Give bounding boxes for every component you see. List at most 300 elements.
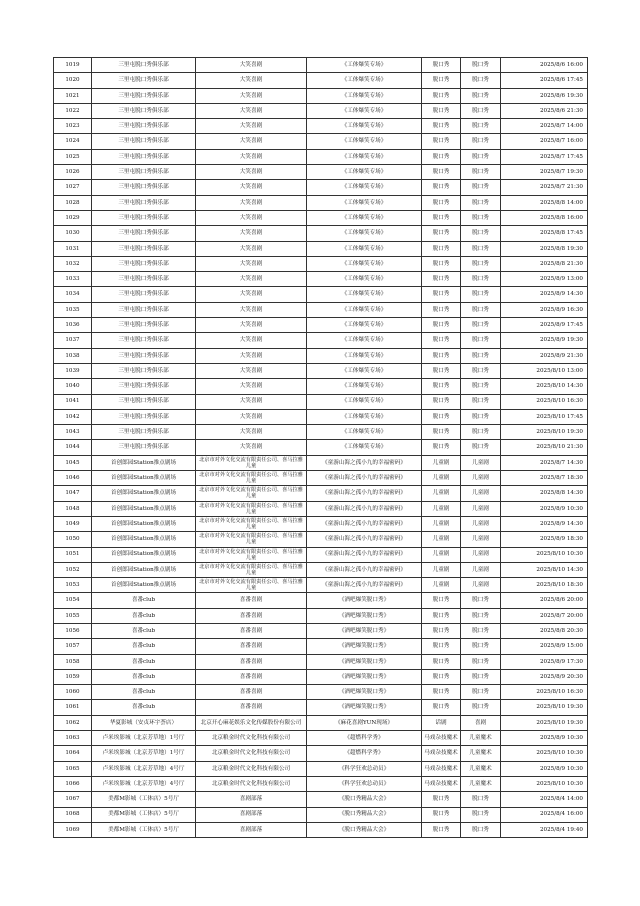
subcategory-cell: 脱口秀: [461, 409, 501, 424]
organizer-cell: 大笑喜剧: [196, 180, 307, 195]
program-cell: 《脱口秀精品大会》: [307, 792, 422, 807]
program-cell: 《麻花喜剧YUN现场》: [307, 715, 422, 730]
program-cell: 《工体爆笑专场》: [307, 287, 422, 302]
subcategory-cell: 脱口秀: [461, 256, 501, 271]
row-number: 1053: [54, 578, 92, 593]
venue-cell: 卢米埃影城（北京芳草地）1号厅: [92, 731, 196, 746]
table-row: [54, 776, 588, 791]
row-number: 1062: [54, 715, 92, 730]
subcategory-cell: 儿童剧: [461, 562, 501, 577]
category-cell: 儿童剧: [422, 578, 461, 593]
program-cell: 《酒吧爆笑脱口秀》: [307, 639, 422, 654]
show-time-cell: 2025/8/9 14:30: [501, 287, 588, 302]
program-cell: 《工体爆笑专场》: [307, 103, 422, 118]
row-number: 1036: [54, 318, 92, 333]
category-cell: 马戏杂技魔术: [422, 731, 461, 746]
row-number: 1026: [54, 165, 92, 180]
subcategory-cell: 脱口秀: [461, 210, 501, 225]
subcategory-cell: 脱口秀: [461, 425, 501, 440]
category-cell: 脱口秀: [422, 256, 461, 271]
program-cell: 《童游山海之孤小九的幸福密码》: [307, 455, 422, 470]
table-row: [54, 363, 588, 378]
program-cell: 《工体爆笑专场》: [307, 119, 422, 134]
table-row: [54, 807, 588, 822]
program-cell: 《工体爆笑专场》: [307, 134, 422, 149]
table-row: [54, 608, 588, 623]
organizer-cell: 大笑喜剧: [196, 134, 307, 149]
show-time-cell: 2025/8/10 21:30: [501, 440, 588, 455]
show-time-cell: 2025/8/7 14:00: [501, 119, 588, 134]
subcategory-cell: 脱口秀: [461, 149, 501, 164]
table-body: [54, 58, 588, 838]
row-number: 1061: [54, 700, 92, 715]
show-time-cell: 2025/8/9 21:30: [501, 348, 588, 363]
subcategory-cell: 儿童剧: [461, 516, 501, 531]
row-number: 1063: [54, 731, 92, 746]
organizer-cell: 大笑喜剧: [196, 195, 307, 210]
category-cell: 儿童剧: [422, 455, 461, 470]
table-row: [54, 516, 588, 531]
program-cell: 《工体爆笑专场》: [307, 256, 422, 271]
subcategory-cell: 儿童剧: [461, 486, 501, 501]
organizer-cell: 喜剧部落: [196, 822, 307, 837]
category-cell: 脱口秀: [422, 226, 461, 241]
show-time-cell: 2025/8/9 15:00: [501, 639, 588, 654]
program-cell: 《酒吧爆笑脱口秀》: [307, 593, 422, 608]
table-row: [54, 88, 588, 103]
category-cell: 脱口秀: [422, 58, 461, 73]
row-number: 1042: [54, 409, 92, 424]
subcategory-cell: 儿童魔术: [461, 776, 501, 791]
row-number: 1031: [54, 241, 92, 256]
row-number: 1032: [54, 256, 92, 271]
show-time-cell: 2025/8/8 21:30: [501, 256, 588, 271]
row-number: 1058: [54, 654, 92, 669]
program-cell: 《工体爆笑专场》: [307, 302, 422, 317]
row-number: 1030: [54, 226, 92, 241]
show-time-cell: 2025/8/10 18:30: [501, 578, 588, 593]
program-cell: 《科学狂欢总动员》: [307, 776, 422, 791]
row-number: 1069: [54, 822, 92, 837]
show-time-cell: 2025/8/10 16:30: [501, 685, 588, 700]
program-cell: 《工体爆笑专场》: [307, 226, 422, 241]
table-row: [54, 761, 588, 776]
venue-cell: 三里屯脱口秀俱乐部: [92, 210, 196, 225]
row-number: 1039: [54, 363, 92, 378]
subcategory-cell: 儿童剧: [461, 455, 501, 470]
category-cell: 儿童剧: [422, 486, 461, 501]
organizer-cell: 喜番喜剧: [196, 608, 307, 623]
show-time-cell: 2025/8/10 14:30: [501, 379, 588, 394]
program-cell: 《童游山海之孤小九的幸福密码》: [307, 516, 422, 531]
venue-cell: 三里屯脱口秀俱乐部: [92, 425, 196, 440]
category-cell: 脱口秀: [422, 302, 461, 317]
category-cell: 儿童剧: [422, 547, 461, 562]
venue-cell: 三里屯脱口秀俱乐部: [92, 409, 196, 424]
subcategory-cell: 脱口秀: [461, 272, 501, 287]
show-time-cell: 2025/8/9 14:30: [501, 516, 588, 531]
subcategory-cell: 脱口秀: [461, 669, 501, 684]
category-cell: 儿童剧: [422, 562, 461, 577]
organizer-cell: 喜番喜剧: [196, 700, 307, 715]
show-time-cell: 2025/8/10 10:30: [501, 547, 588, 562]
category-cell: 脱口秀: [422, 623, 461, 638]
venue-cell: 三里屯脱口秀俱乐部: [92, 241, 196, 256]
program-cell: 《酒吧爆笑脱口秀》: [307, 685, 422, 700]
subcategory-cell: 脱口秀: [461, 440, 501, 455]
row-number: 1056: [54, 623, 92, 638]
venue-cell: 首创郎园Station推点剧场: [92, 578, 196, 593]
show-time-cell: 2025/8/9 19:30: [501, 333, 588, 348]
show-time-cell: 2025/8/6 17:45: [501, 73, 588, 88]
show-time-cell: 2025/8/9 18:30: [501, 532, 588, 547]
subcategory-cell: 脱口秀: [461, 394, 501, 409]
category-cell: 脱口秀: [422, 272, 461, 287]
organizer-cell: 大笑喜剧: [196, 409, 307, 424]
program-cell: 《童游山海之孤小九的幸福密码》: [307, 562, 422, 577]
table-row: [54, 241, 588, 256]
venue-cell: 三里屯脱口秀俱乐部: [92, 272, 196, 287]
category-cell: 马戏杂技魔术: [422, 746, 461, 761]
category-cell: 脱口秀: [422, 134, 461, 149]
show-time-cell: 2025/8/8 14:30: [501, 486, 588, 501]
organizer-cell: 大笑喜剧: [196, 272, 307, 287]
organizer-cell: 大笑喜剧: [196, 241, 307, 256]
venue-cell: 三里屯脱口秀俱乐部: [92, 333, 196, 348]
show-time-cell: 2025/8/10 19:30: [501, 700, 588, 715]
category-cell: 马戏杂技魔术: [422, 776, 461, 791]
table-row: [54, 425, 588, 440]
category-cell: 脱口秀: [422, 425, 461, 440]
subcategory-cell: 脱口秀: [461, 165, 501, 180]
venue-cell: 首创郎园Station推点剧场: [92, 471, 196, 486]
program-cell: 《工体爆笑专场》: [307, 165, 422, 180]
row-number: 1040: [54, 379, 92, 394]
show-time-cell: 2025/8/9 17:30: [501, 654, 588, 669]
organizer-cell: 喜番喜剧: [196, 623, 307, 638]
program-cell: 《工体爆笑专场》: [307, 348, 422, 363]
subcategory-cell: 脱口秀: [461, 180, 501, 195]
subcategory-cell: 脱口秀: [461, 348, 501, 363]
program-cell: 《工体爆笑专场》: [307, 425, 422, 440]
program-cell: 《童游山海之孤小九的幸福密码》: [307, 486, 422, 501]
organizer-cell: 大笑喜剧: [196, 256, 307, 271]
row-number: 1021: [54, 88, 92, 103]
subcategory-cell: 儿童剧: [461, 578, 501, 593]
table-row: [54, 226, 588, 241]
program-cell: 《童游山海之孤小九的幸福密码》: [307, 547, 422, 562]
program-cell: 《超燃科学秀》: [307, 731, 422, 746]
show-time-cell: 2025/8/9 10:30: [501, 501, 588, 516]
program-cell: 《工体爆笑专场》: [307, 73, 422, 88]
show-time-cell: 2025/8/7 20:00: [501, 608, 588, 623]
row-number: 1047: [54, 486, 92, 501]
program-cell: 《童游山海之孤小九的幸福密码》: [307, 578, 422, 593]
category-cell: 脱口秀: [422, 654, 461, 669]
organizer-cell: 大笑喜剧: [196, 165, 307, 180]
category-cell: 脱口秀: [422, 409, 461, 424]
venue-cell: 三里屯脱口秀俱乐部: [92, 88, 196, 103]
organizer-cell: 大笑喜剧: [196, 58, 307, 73]
subcategory-cell: 儿童剧: [461, 471, 501, 486]
organizer-cell: 北京市对外文化交流有限责任公司、喜马拉雅儿童: [196, 578, 307, 593]
organizer-cell: 北京市对外文化交流有限责任公司、喜马拉雅儿童: [196, 547, 307, 562]
subcategory-cell: 脱口秀: [461, 302, 501, 317]
show-time-cell: 2025/8/7 21:30: [501, 180, 588, 195]
category-cell: 脱口秀: [422, 180, 461, 195]
show-time-cell: 2025/8/4 16:00: [501, 807, 588, 822]
program-cell: 《工体爆笑专场》: [307, 379, 422, 394]
category-cell: 脱口秀: [422, 440, 461, 455]
organizer-cell: 大笑喜剧: [196, 73, 307, 88]
venue-cell: 三里屯脱口秀俱乐部: [92, 394, 196, 409]
category-cell: 脱口秀: [422, 210, 461, 225]
program-cell: 《酒吧爆笑脱口秀》: [307, 608, 422, 623]
subcategory-cell: 儿童剧: [461, 501, 501, 516]
show-time-cell: 2025/8/6 21:30: [501, 103, 588, 118]
venue-cell: 三里屯脱口秀俱乐部: [92, 180, 196, 195]
table-row: [54, 409, 588, 424]
program-cell: 《工体爆笑专场》: [307, 180, 422, 195]
table-row: [54, 333, 588, 348]
program-cell: 《工体爆笑专场》: [307, 210, 422, 225]
program-cell: 《超燃科学秀》: [307, 746, 422, 761]
venue-cell: 华夏影城（安贞环宇荟店）: [92, 715, 196, 730]
table-row: [54, 440, 588, 455]
category-cell: 脱口秀: [422, 119, 461, 134]
program-cell: 《酒吧爆笑脱口秀》: [307, 669, 422, 684]
show-time-cell: 2025/8/9 10:30: [501, 761, 588, 776]
category-cell: 脱口秀: [422, 287, 461, 302]
show-time-cell: 2025/8/9 10:30: [501, 731, 588, 746]
program-cell: 《酒吧爆笑脱口秀》: [307, 654, 422, 669]
table-row: [54, 578, 588, 593]
category-cell: 脱口秀: [422, 669, 461, 684]
organizer-cell: 大笑喜剧: [196, 348, 307, 363]
category-cell: 脱口秀: [422, 792, 461, 807]
organizer-cell: 北京市对外文化交流有限责任公司、喜马拉雅儿童: [196, 501, 307, 516]
subcategory-cell: 脱口秀: [461, 195, 501, 210]
show-time-cell: 2025/8/10 10:30: [501, 776, 588, 791]
program-cell: 《工体爆笑专场》: [307, 318, 422, 333]
organizer-cell: 北京市对外文化交流有限责任公司、喜马拉雅儿童: [196, 516, 307, 531]
table-row: [54, 746, 588, 761]
show-time-cell: 2025/8/9 20:30: [501, 669, 588, 684]
show-time-cell: 2025/8/7 16:00: [501, 134, 588, 149]
show-time-cell: 2025/8/6 20:00: [501, 593, 588, 608]
subcategory-cell: 脱口秀: [461, 88, 501, 103]
table-row: [54, 700, 588, 715]
row-number: 1067: [54, 792, 92, 807]
row-number: 1065: [54, 761, 92, 776]
program-cell: 《脱口秀精品大会》: [307, 822, 422, 837]
row-number: 1045: [54, 455, 92, 470]
subcategory-cell: 脱口秀: [461, 807, 501, 822]
category-cell: 脱口秀: [422, 593, 461, 608]
program-cell: 《童游山海之孤小九的幸福密码》: [307, 532, 422, 547]
row-number: 1041: [54, 394, 92, 409]
subcategory-cell: 儿童魔术: [461, 731, 501, 746]
category-cell: 脱口秀: [422, 685, 461, 700]
table-row: [54, 256, 588, 271]
category-cell: 儿童剧: [422, 516, 461, 531]
table-row: [54, 486, 588, 501]
row-number: 1050: [54, 532, 92, 547]
program-cell: 《工体爆笑专场》: [307, 363, 422, 378]
category-cell: 儿童剧: [422, 501, 461, 516]
row-number: 1024: [54, 134, 92, 149]
organizer-cell: 大笑喜剧: [196, 88, 307, 103]
venue-cell: 喜番club: [92, 623, 196, 638]
venue-cell: 首创郎园Station推点剧场: [92, 547, 196, 562]
organizer-cell: 北京市对外文化交流有限责任公司、喜马拉雅儿童: [196, 471, 307, 486]
program-cell: 《酒吧爆笑脱口秀》: [307, 623, 422, 638]
venue-cell: 美都M影城（工体店）5号厅: [92, 807, 196, 822]
category-cell: 脱口秀: [422, 103, 461, 118]
venue-cell: 首创郎园Station推点剧场: [92, 516, 196, 531]
venue-cell: 三里屯脱口秀俱乐部: [92, 119, 196, 134]
program-cell: 《工体爆笑专场》: [307, 195, 422, 210]
subcategory-cell: 脱口秀: [461, 58, 501, 73]
program-cell: 《工体爆笑专场》: [307, 241, 422, 256]
row-number: 1043: [54, 425, 92, 440]
table-row: [54, 348, 588, 363]
row-number: 1048: [54, 501, 92, 516]
table-row: [54, 287, 588, 302]
category-cell: 脱口秀: [422, 639, 461, 654]
show-time-cell: 2025/8/10 19:30: [501, 715, 588, 730]
category-cell: 脱口秀: [422, 241, 461, 256]
organizer-cell: 喜剧部落: [196, 807, 307, 822]
subcategory-cell: 脱口秀: [461, 103, 501, 118]
venue-cell: 首创郎园Station推点剧场: [92, 501, 196, 516]
table-row: [54, 822, 588, 837]
subcategory-cell: 脱口秀: [461, 73, 501, 88]
program-cell: 《工体爆笑专场》: [307, 394, 422, 409]
row-number: 1027: [54, 180, 92, 195]
table-row: [54, 318, 588, 333]
show-time-cell: 2025/8/7 18:30: [501, 471, 588, 486]
subcategory-cell: 儿童魔术: [461, 761, 501, 776]
table-row: [54, 501, 588, 516]
venue-cell: 三里屯脱口秀俱乐部: [92, 363, 196, 378]
organizer-cell: 北京开心麻花娱乐文化传媒股份有限公司: [196, 715, 307, 730]
row-number: 1028: [54, 195, 92, 210]
subcategory-cell: 脱口秀: [461, 792, 501, 807]
organizer-cell: 大笑喜剧: [196, 318, 307, 333]
subcategory-cell: 脱口秀: [461, 685, 501, 700]
venue-cell: 三里屯脱口秀俱乐部: [92, 73, 196, 88]
table-row: [54, 165, 588, 180]
venue-cell: 首创郎园Station推点剧场: [92, 562, 196, 577]
category-cell: 话剧: [422, 715, 461, 730]
venue-cell: 三里屯脱口秀俱乐部: [92, 302, 196, 317]
table-row: [54, 302, 588, 317]
table-row: [54, 149, 588, 164]
row-number: 1052: [54, 562, 92, 577]
show-time-cell: 2025/8/8 14:00: [501, 195, 588, 210]
subcategory-cell: 脱口秀: [461, 700, 501, 715]
table-row: [54, 103, 588, 118]
category-cell: 脱口秀: [422, 394, 461, 409]
venue-cell: 三里屯脱口秀俱乐部: [92, 58, 196, 73]
category-cell: 脱口秀: [422, 165, 461, 180]
table-row: [54, 119, 588, 134]
subcategory-cell: 脱口秀: [461, 287, 501, 302]
subcategory-cell: 脱口秀: [461, 608, 501, 623]
row-number: 1064: [54, 746, 92, 761]
venue-cell: 喜番club: [92, 593, 196, 608]
organizer-cell: 大笑喜剧: [196, 425, 307, 440]
table-row: [54, 134, 588, 149]
category-cell: 脱口秀: [422, 88, 461, 103]
table-row: [54, 195, 588, 210]
show-time-cell: 2025/8/9 17:45: [501, 318, 588, 333]
program-cell: 《酒吧爆笑脱口秀》: [307, 700, 422, 715]
category-cell: 脱口秀: [422, 608, 461, 623]
subcategory-cell: 脱口秀: [461, 822, 501, 837]
table-row: [54, 394, 588, 409]
table-row: [54, 210, 588, 225]
organizer-cell: 大笑喜剧: [196, 103, 307, 118]
show-time-cell: 2025/8/10 16:30: [501, 394, 588, 409]
table-row: [54, 623, 588, 638]
row-number: 1060: [54, 685, 92, 700]
program-cell: 《工体爆笑专场》: [307, 58, 422, 73]
venue-cell: 三里屯脱口秀俱乐部: [92, 103, 196, 118]
subcategory-cell: 脱口秀: [461, 623, 501, 638]
subcategory-cell: 脱口秀: [461, 134, 501, 149]
program-cell: 《工体爆笑专场》: [307, 440, 422, 455]
program-cell: 《工体爆笑专场》: [307, 272, 422, 287]
organizer-cell: 大笑喜剧: [196, 333, 307, 348]
program-cell: 《工体爆笑专场》: [307, 333, 422, 348]
venue-cell: 三里屯脱口秀俱乐部: [92, 256, 196, 271]
category-cell: 脱口秀: [422, 363, 461, 378]
row-number: 1033: [54, 272, 92, 287]
organizer-cell: 北京粮金时代文化科技有限公司: [196, 761, 307, 776]
table-row: [54, 379, 588, 394]
row-number: 1066: [54, 776, 92, 791]
show-time-cell: 2025/8/8 17:45: [501, 226, 588, 241]
table-row: [54, 715, 588, 730]
show-time-cell: 2025/8/10 13:00: [501, 363, 588, 378]
subcategory-cell: 儿童剧: [461, 532, 501, 547]
category-cell: 脱口秀: [422, 333, 461, 348]
category-cell: 脱口秀: [422, 379, 461, 394]
venue-cell: 首创郎园Station推点剧场: [92, 455, 196, 470]
subcategory-cell: 儿童剧: [461, 547, 501, 562]
row-number: 1054: [54, 593, 92, 608]
venue-cell: 首创郎园Station推点剧场: [92, 486, 196, 501]
category-cell: 脱口秀: [422, 149, 461, 164]
row-number: 1025: [54, 149, 92, 164]
show-time-cell: 2025/8/10 14:30: [501, 562, 588, 577]
venue-cell: 三里屯脱口秀俱乐部: [92, 149, 196, 164]
show-time-cell: 2025/8/4 14:00: [501, 792, 588, 807]
subcategory-cell: 脱口秀: [461, 241, 501, 256]
row-number: 1044: [54, 440, 92, 455]
row-number: 1059: [54, 669, 92, 684]
organizer-cell: 北京市对外文化交流有限责任公司、喜马拉雅儿童: [196, 532, 307, 547]
organizer-cell: 大笑喜剧: [196, 287, 307, 302]
organizer-cell: 北京市对外文化交流有限责任公司、喜马拉雅儿童: [196, 562, 307, 577]
table-row: [54, 685, 588, 700]
row-number: 1035: [54, 302, 92, 317]
organizer-cell: 大笑喜剧: [196, 226, 307, 241]
organizer-cell: 喜番喜剧: [196, 654, 307, 669]
row-number: 1023: [54, 119, 92, 134]
